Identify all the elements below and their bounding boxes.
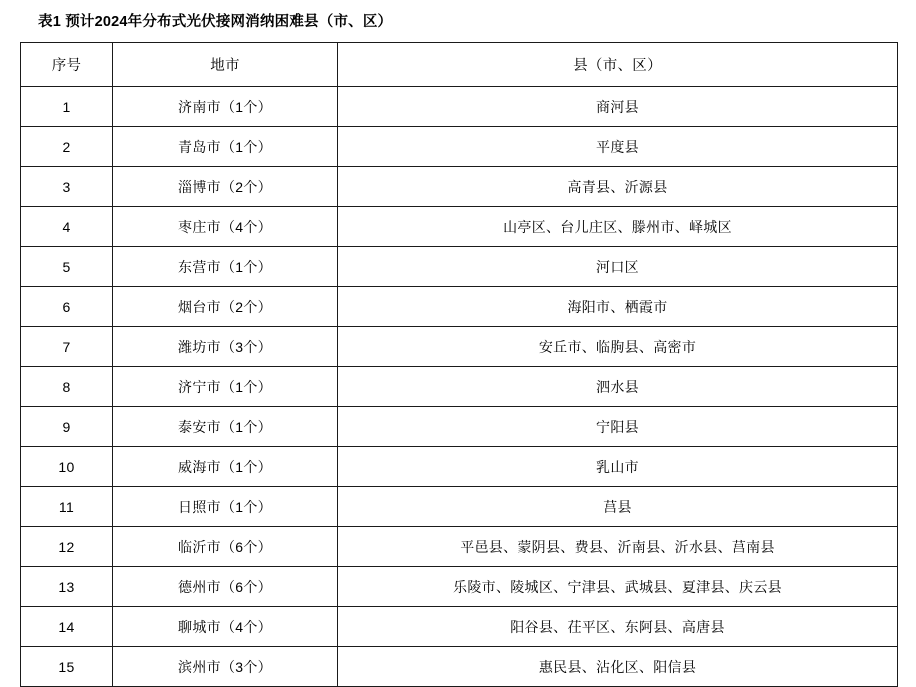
cell-city: 日照市（1个） [113,487,338,527]
cell-county: 山亭区、台儿庄区、滕州市、峄城区 [338,207,898,247]
table-row [21,127,898,167]
cell-sequence: 3 [21,167,113,207]
table-row [21,487,898,527]
column-header-sequence-label: 序号 [51,58,82,74]
table-row [21,407,898,447]
column-header-sequence [21,43,113,87]
cell-city: 青岛市（1个） [113,127,338,167]
cell-city: 威海市（1个） [113,447,338,487]
cell-city: 临沂市（6个） [113,527,338,567]
table-row [21,247,898,287]
cell-city: 泰安市（1个） [113,407,338,447]
table-row [21,567,898,607]
cell-sequence: 10 [21,447,113,487]
cell-city: 聊城市（4个） [113,607,338,647]
cell-sequence: 6 [21,287,113,327]
cell-sequence: 2 [21,127,113,167]
cell-county: 宁阳县 [338,407,898,447]
cell-county: 惠民县、沾化区、阳信县 [338,647,898,687]
cell-city: 潍坊市（3个） [113,327,338,367]
cell-county: 高青县、沂源县 [338,167,898,207]
cell-county: 阳谷县、茌平区、东阿县、高唐县 [338,607,898,647]
cell-county: 乳山市 [338,447,898,487]
cell-sequence: 1 [21,87,113,127]
cell-sequence: 5 [21,247,113,287]
cell-county: 商河县 [338,87,898,127]
cell-sequence: 13 [21,567,113,607]
cell-city: 德州市（6个） [113,567,338,607]
cell-sequence: 7 [21,327,113,367]
cell-sequence: 8 [21,367,113,407]
cell-county: 莒县 [338,487,898,527]
column-header-county [338,43,898,87]
cell-county: 河口区 [338,247,898,287]
cell-county: 平度县 [338,127,898,167]
cell-sequence: 4 [21,207,113,247]
cell-county: 泗水县 [338,367,898,407]
cell-city: 滨州市（3个） [113,647,338,687]
cell-city: 济南市（1个） [113,87,338,127]
cell-city: 烟台市（2个） [113,287,338,327]
cell-city: 济宁市（1个） [113,367,338,407]
table-row [21,367,898,407]
table-row [21,527,898,567]
distributed-pv-difficult-counties-table [20,42,898,687]
cell-county: 乐陵市、陵城区、宁津县、武城县、夏津县、庆云县 [338,567,898,607]
cell-sequence: 9 [21,407,113,447]
cell-county: 平邑县、蒙阴县、费县、沂南县、沂水县、莒南县 [338,527,898,567]
cell-county: 安丘市、临朐县、高密市 [338,327,898,367]
cell-county: 海阳市、栖霞市 [338,287,898,327]
table-row [21,87,898,127]
column-header-city [113,43,338,87]
cell-sequence: 14 [21,607,113,647]
column-header-county-label: 县（市、区） [573,58,662,74]
cell-sequence: 12 [21,527,113,567]
cell-sequence: 11 [21,487,113,527]
table-row [21,607,898,647]
cell-city: 淄博市（2个） [113,167,338,207]
cell-city: 东营市（1个） [113,247,338,287]
table-row [21,167,898,207]
table-row [21,327,898,367]
column-header-city-label: 地市 [210,58,240,74]
table-header-row [21,43,898,87]
table-row [21,207,898,247]
cell-city: 枣庄市（4个） [113,207,338,247]
table-caption: 表1 预计2024年分布式光伏接网消纳困难县（市、区） [38,14,393,30]
cell-sequence: 15 [21,647,113,687]
table-row [21,447,898,487]
table-row [21,287,898,327]
table-row [21,647,898,687]
